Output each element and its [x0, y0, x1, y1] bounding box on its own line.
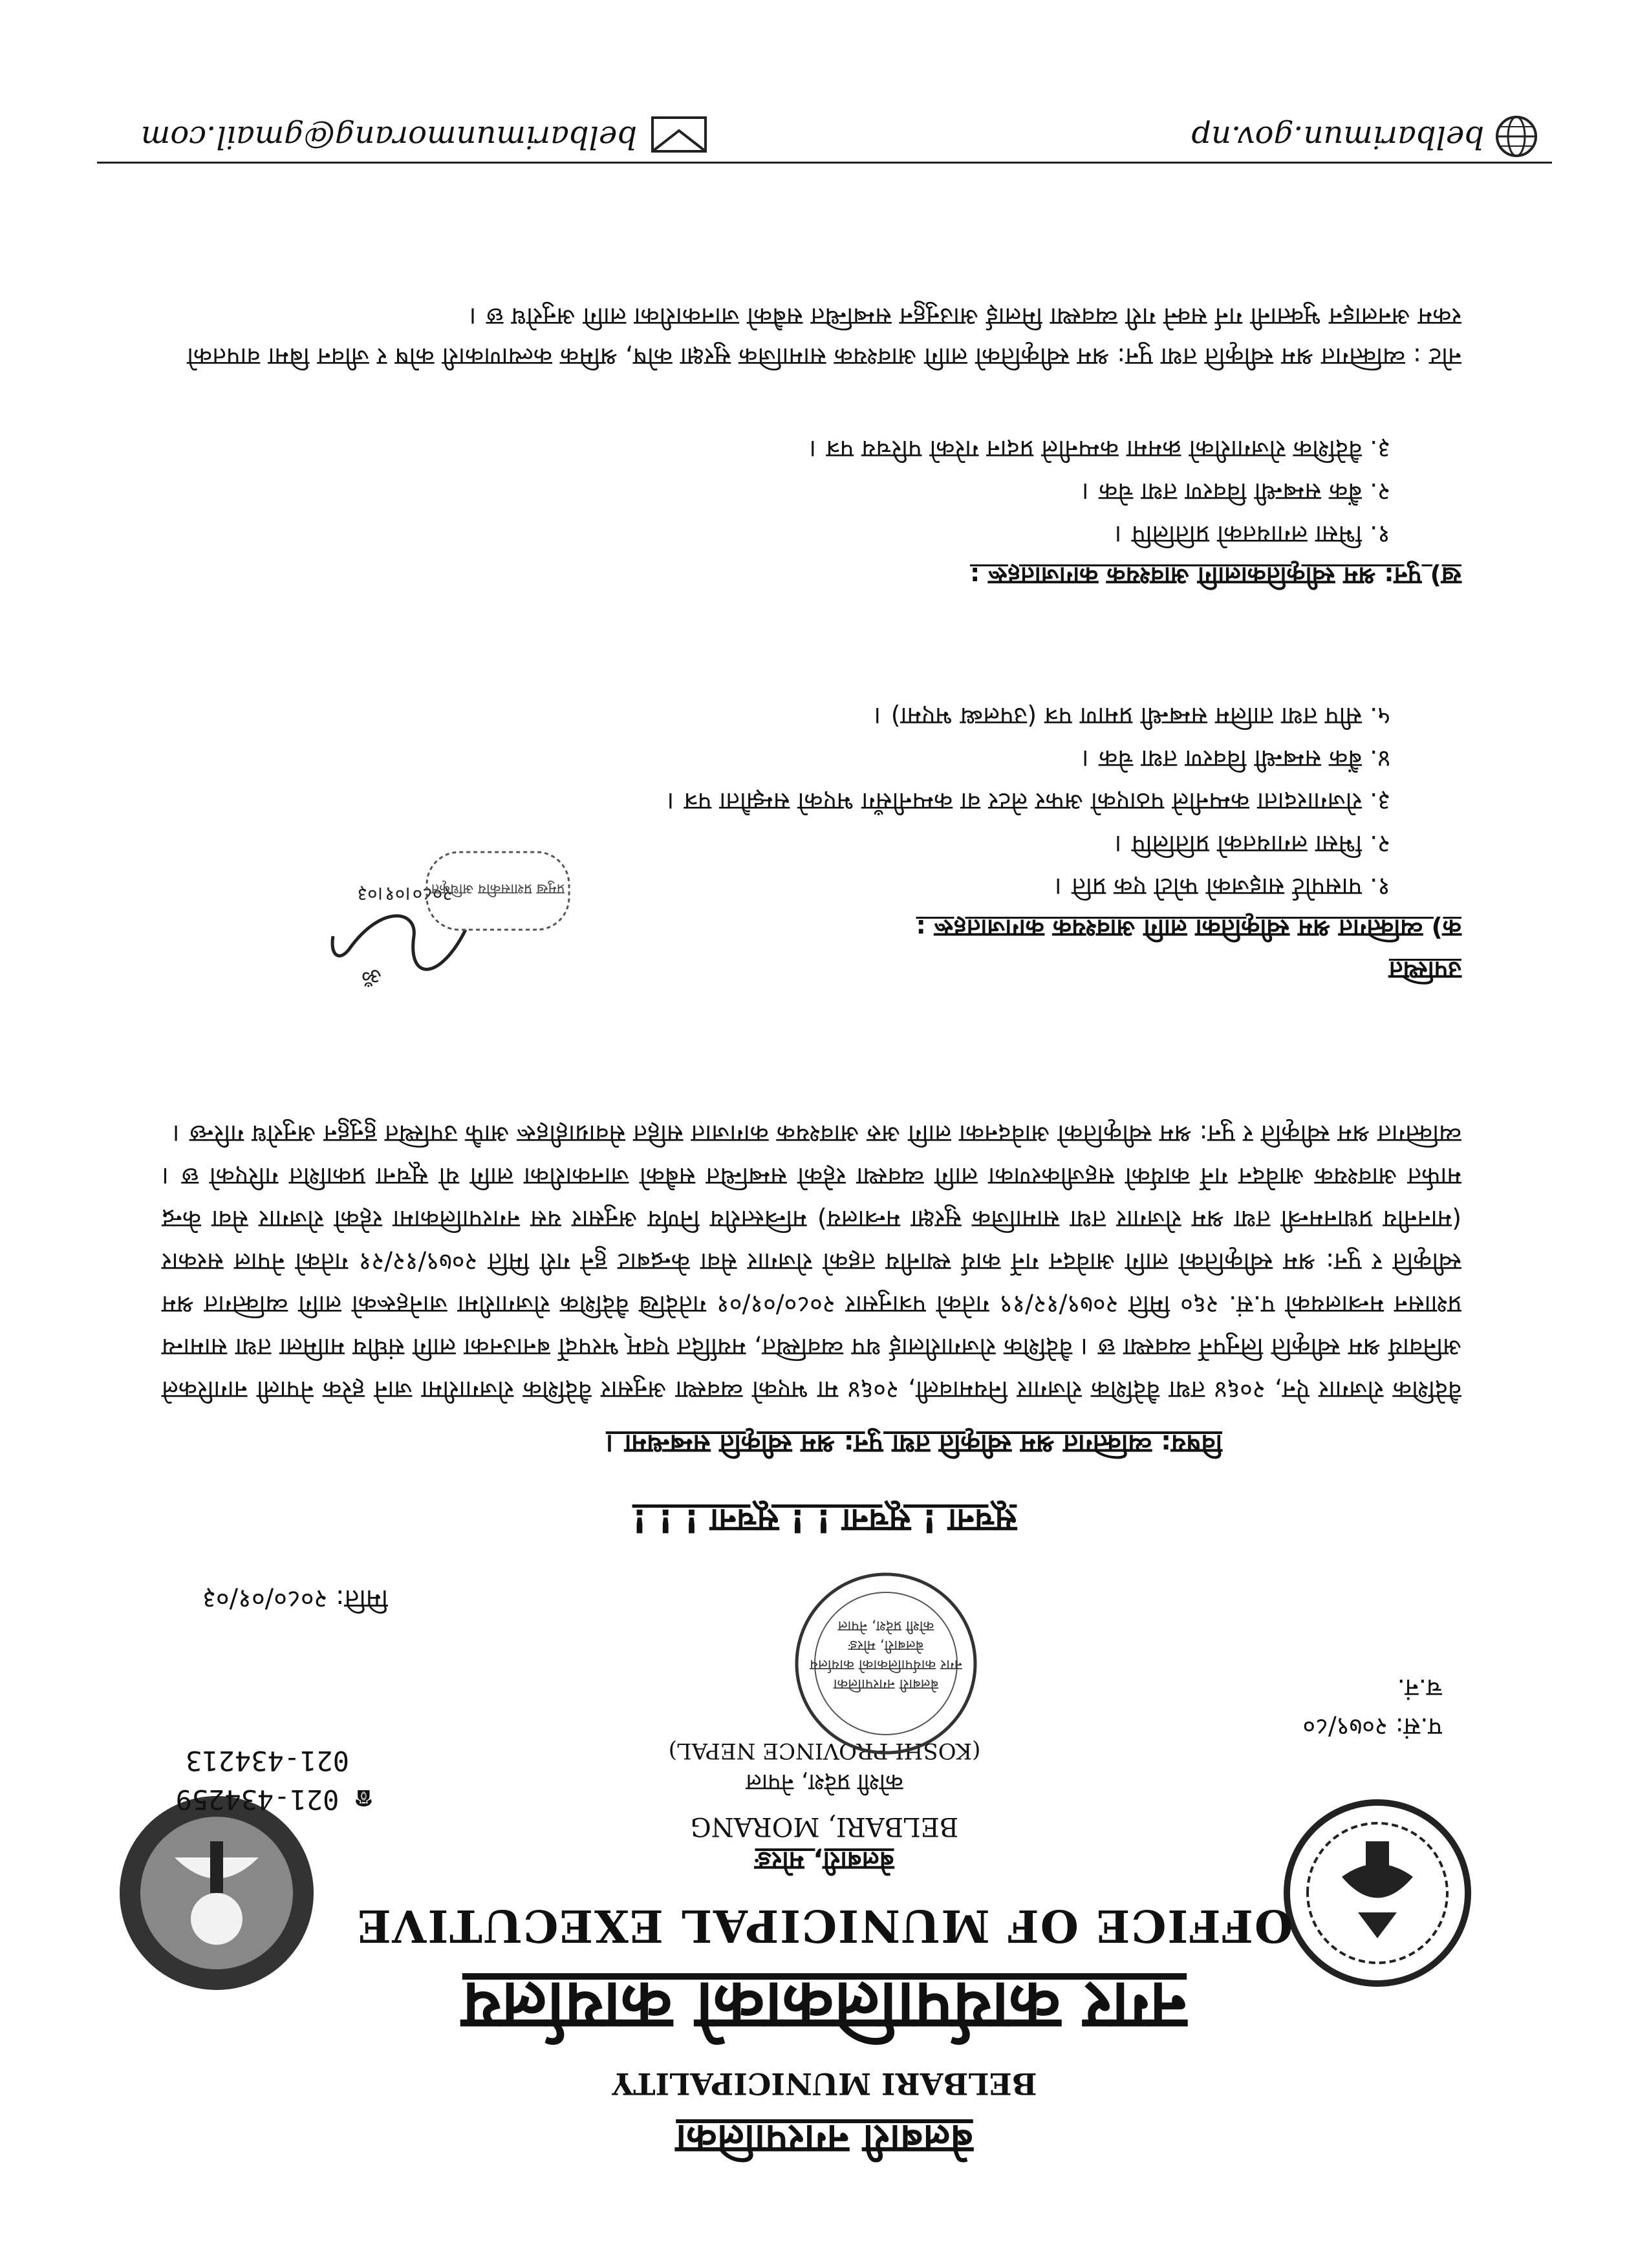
list-item: २. बैंक सम्बन्धी विवरण तथा चेक ।	[1081, 478, 1390, 506]
stamp-line-4: कोशी प्रदेश, नेपाल	[837, 1618, 934, 1634]
signature-stamp-text: प्रमुख प्रशासकीय अधिकृत	[431, 881, 565, 897]
list-item: ३. वैदेशिक रोजगारीको क्रममा कम्पनीले प्रदान गरेको परिचय पत्र ।	[809, 435, 1390, 464]
stamp-line-2: नगर कार्यपालिकाको कार्यालय	[810, 1656, 962, 1673]
office-name-np: नगर कार्यपालिकाको कार्यालय	[462, 1967, 1187, 2046]
signature-date: २०८०।०१।०३	[357, 883, 453, 905]
notice-note: नोट : व्यक्तिगत श्रम स्वीकृति तथा पुन: श्रम स्वीकृतिको लागि आवश्यक सामाजिक सुरक्षा कोष, श्रमिक कल्याणकारी कोष र जीवन बिमा वापतको रकम अनलाइन भुक्तानी गर्न सक्ने गरी व्यवस्था मिलाई आउनुहुन सम्बन्धित सबैको जानकारीका लागि अनुरोध छ ।	[187, 303, 1461, 371]
office-stamp	[792, 1570, 980, 1757]
list-item: ४. बैंक सम्बन्धी विवरण तथा चेक ।	[1081, 745, 1390, 773]
section-a	[667, 695, 1461, 946]
appendix-heading: उपस्थित	[1388, 956, 1461, 985]
notice-heading: सूचना ! सूचना ! ! सूचना ! ! !	[632, 1502, 1017, 1539]
dispatch-number: च.नं.	[1397, 1674, 1442, 1702]
municipality-name-np: बेलबारी नगरपालिका	[676, 2116, 973, 2163]
list-item: ३. रोजगारदाता कम्पनीले पठाएको अफर लेटर वा कम्पनीसँग भएको सम्झौता पत्र ।	[667, 787, 1390, 816]
list-item: ५. सीप तथा तालिम सम्बन्धी प्रमाण पत्र (उपलब्ध भएमा) ।	[874, 702, 1390, 731]
list-item: १. भिसा लगायतको प्रतिलिपि ।	[1114, 520, 1390, 549]
list-item: १. पासपोर्ट साइजको फोटो एक प्रति ।	[1054, 873, 1390, 901]
section-b-title: ख) पुन: श्रम स्वीकृतिकालागि आवश्यक कागजातहरू :	[970, 562, 1461, 590]
reference-number: प.सं: २०७९/८०	[1302, 1713, 1442, 1741]
place-name-en: BELBARI, MORANG	[690, 1812, 959, 1841]
phone-number-2: 021-434213	[186, 1745, 349, 1777]
section-a-title: क) व्यक्तिगत श्रम स्वीकृतिका लागि आवश्यक कागजातहरू :	[916, 914, 1461, 943]
globe-icon	[1494, 114, 1539, 159]
email-link[interactable]: belbarimunmorang@gmail.com	[140, 119, 637, 155]
letter-date: मिति: २०८०/०१/०३	[202, 1584, 388, 1614]
municipality-name-en: BELBARI MUNICIPALITY	[612, 2066, 1037, 2101]
phone-icon: ☎	[339, 1784, 372, 1815]
stamp-line-3: बेलबारी, मोरङ	[848, 1637, 924, 1653]
website-link[interactable]: belbarimun.gov.np	[1191, 119, 1484, 155]
footer-divider	[97, 162, 1552, 164]
section-b	[809, 428, 1461, 594]
signature-stamp	[420, 833, 576, 943]
province-np: कोशी प्रदेश, नेपाल	[746, 1769, 903, 1795]
notice-subject: विषय: व्यक्तिगत श्रम स्वीकृति तथा पुन: श्रम स्वीकृति सम्बन्धमा ।	[605, 1429, 1222, 1459]
place-name-np: बेलबारी, मोरङ	[755, 1846, 894, 1876]
phone-number-1: ☎ 021-434259	[175, 1784, 372, 1815]
office-name-en: OFFICE OF MUNICIPAL EXECUTIVE	[356, 1899, 1293, 1951]
envelope-icon	[650, 115, 708, 154]
province-en: (KOSHI PROVINCE NEPAL)	[668, 1738, 981, 1764]
stamp-line-1: बेलबारी नगरपालिका	[833, 1676, 939, 1692]
signature-initials: ॐ	[361, 963, 382, 989]
list-item: २. भिसा लगायतको प्रतिलिपि ।	[1114, 830, 1390, 859]
notice-body: वैदेशिक रोजगार ऐन, २०६४ तथा वैदेशिक रोजगार नियमावली, २०६४ मा भएको व्यवस्था अनुसार वैदेशिक रोजगारीमा जाने हरेक नेपाली नागरिकले अनिवार्य श्रम स्वीकृति लिनुपर्ने व्यवस्था छ । वैदेशिक रोजगारीलाई थप व्यवस्थित, मर्यादित एवम् भरपर्दो बनाउनका लागि संघीय मामिला तथा सामान्य प्रशासन मन्त्रालयको प.सं. २६० मिति २०७९/१२/१९ गतेको पत्रानुसार २०८०/०१/०१ गतेदेखि वैदेशिक रोजगारीमा जानेहरूको लागि व्यक्तिगत श्रम स्वीकृति र पुन: श्रम स्वीकृतिको लागि आवेदन गर्ने कार्य स्थानीय तहको रोजगार सेवा केन्द्रबाट हुने गरी मिति २०७९/१२/२१ गतेको नेपाल सरकार (माननीय प्रधानमन्त्री तथा श्रम रोजगार तथा सामाजिक सुरक्षा मन्त्रालय) मन्त्रिस्तरीय निर्णय अनुसार यस नगरपालिकामा रहेको रोजगार सेवा केन्द्र मार्फत आवश्यक आवेदन गर्ने कार्यको सहजीकरणका लागि व्यवस्था रहेको सम्बन्धित सबैको जानकारीका लागि यो सूचना प्रकाशित गरिएको छ । व्यक्तिगत श्रम स्वीकृति र पुन: श्रम स्वीकृतिको आवेदनका लागि अरु आवश्यक कागजात सहित सेवाग्राहीहरू आफै उपस्थित हुनुहुन अनुरोध गरिन्छ ।	[162, 1120, 1461, 1404]
